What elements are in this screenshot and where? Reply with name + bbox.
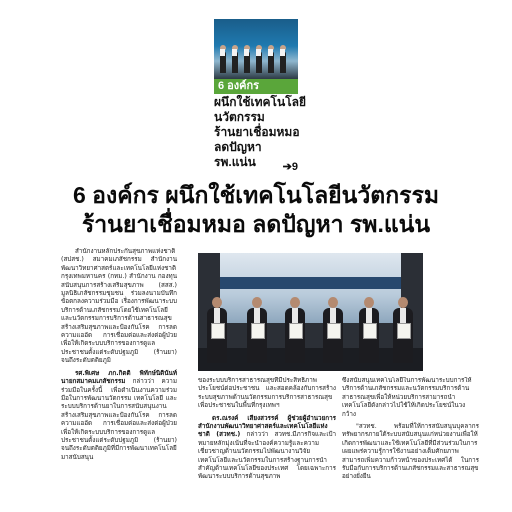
teaser-kicker: 6 องค์กร (214, 79, 298, 94)
teaser-headline: ผนึกใช้เทคโนโลยี นวัตกรรม ร้านยาเชื่อมหมอ ลดปัญหา รพ.แน่น (214, 95, 307, 169)
body-paragraph: ซึ่งสนับสนุนเทคโนโลยีในการพัฒนาระบบการให้บริการด้านเภสัชกรรมและนวัตกรรมบริการด้านสาธารณสุขเพื่อให้หน่วยบริการสามารถนำเทคโนโลยีดังกล่าวไปใช้ให้เกิดประโยชน์ในวงกว้าง (342, 377, 472, 418)
body-column-right (342, 377, 479, 512)
news-photo (198, 253, 423, 371)
body-column-middle (198, 377, 336, 512)
body-column-left (61, 248, 177, 512)
teaser-page-ref: ➔9 (282, 161, 298, 173)
body-paragraph: กล่าวว่า สวทช.มีภารกิจและเป้าหมายหลักมุ่งเน้นที่จะนำองค์ความรู้และความเชี่ยวชาญด้านนวัตกรรมไปพัฒนางานวิจัยเทคโนโลยีและนวัตกรรมในการสร้างฐานการนำสำคัญด้านเทคโนโลยีของประเทศ โดยเฉพาะการพัฒนาระบบบริการด้านสุขภาพ (198, 431, 336, 481)
teaser-box[interactable] (214, 19, 307, 177)
body-paragraph: สำนักงานหลักประกันสุขภาพแห่งชาติ (สปสช.) สมาคมเภสัชกรรม สำนักงานพัฒนาวิทยาศาสตร์และเทคโนโลยีแห่งชาติ กรุงเทพมหานคร (กทม.) สำนักงาน กองทุนสนับสนุนการสร้างเสริมสุขภาพ (สสส.) มูลนิธิเภสัชกรรมชุมชน ร่วมลงนามบันทึกข้อตกลงความร่วมมือ เรื่องการพัฒนาระบบบริการด้านเภสัชกรรมโดยใช้เทคโนโลยีและนวัตกรรมการบริการด้านสาธารณสุข สร้างเสริมสุขภาพและป้องกันโรค การลดความแออัด การเชื่อมต่อและส่งต่อผู้ป่วย เพื่อให้เกิดระบบบริการของการดูแลประชาชนตั้งแต่ระดับปฐมภูมิ (ร้านยา) จนถึงระดับตติยภูมิ (61, 248, 177, 365)
speaker-name: รศ.พิเศษ ภก.กิตติ พิทักษ์นิตินันท์ (75, 369, 177, 377)
body-paragraph: กล่าวว่า ความร่วมมือในครั้งนี้ เพื่อดำเนินงานความร่วมมือในการพัฒนานวัตกรรม เทคโนโลยี และระบบบริการด้านยาในการสนับสนุนงานสร้างเสริมสุขภาพและป้องกันโรค การลดความแออัด การเชื่อมต่อและส่งต่อผู้ป่วย เพื่อให้เกิดระบบบริการของการดูแลประชาชนตั้งแต่ระดับปฐมภูมิ (ร้านยา) จนถึงระดับตติยภูมิที่มีการพัฒนาเทคโนโลยีมาสนับสนุน (61, 378, 177, 461)
speaker-role: นายกสมาคมเภสัชกรรม (61, 378, 126, 386)
speaker-name: ดร.ณรงค์ เสียงสวรรค์ ผู้ช่วยผู้อำนวยการสำนักงานพัฒนาวิทยาศาสตร์และเทคโนโลยีแห่งชาติ (สวทช.) (198, 414, 336, 439)
headline-line-1: 6 องค์กร ผนึกใช้เทคโนโลยีนวัตกรรม (72, 182, 440, 208)
headline-line-2: ร้านยาเชื่อมหมอ ลดปัญหา รพ.แน่น (81, 211, 431, 237)
body-paragraph: ของระบบบริการสาธารณสุขที่มีประสิทธิภาพ ประโยชน์ต่อประชาชน และสอดคล้องกับการสร้างระบบสุขภาพด้านนวัตกรรมการบริการสาธารณสุขเพื่อประชาชนในพื้นที่กรุงเทพฯ (198, 377, 336, 410)
teaser-photo (214, 19, 298, 79)
body-paragraph: "สวทช. พร้อมที่ให้การสนับสนุนบุคลากรทรัพยากรภายใต้ระบบสนับสนุนแก่หน่วยงานเพื่อให้เกิดการพัฒนาและใช้เทคโนโลยีที่มีส่วนร่วมในการเผยแพร่ความรู้การใช้งานอย่างเต็มศักยภาพสามารถเพิ่มความก้าวหน้าของประเทศได้ ในการรับมือกับการบริการด้านเภสัชกรรมและสาธารณสุขอย่างยั่งยืน (342, 423, 479, 481)
